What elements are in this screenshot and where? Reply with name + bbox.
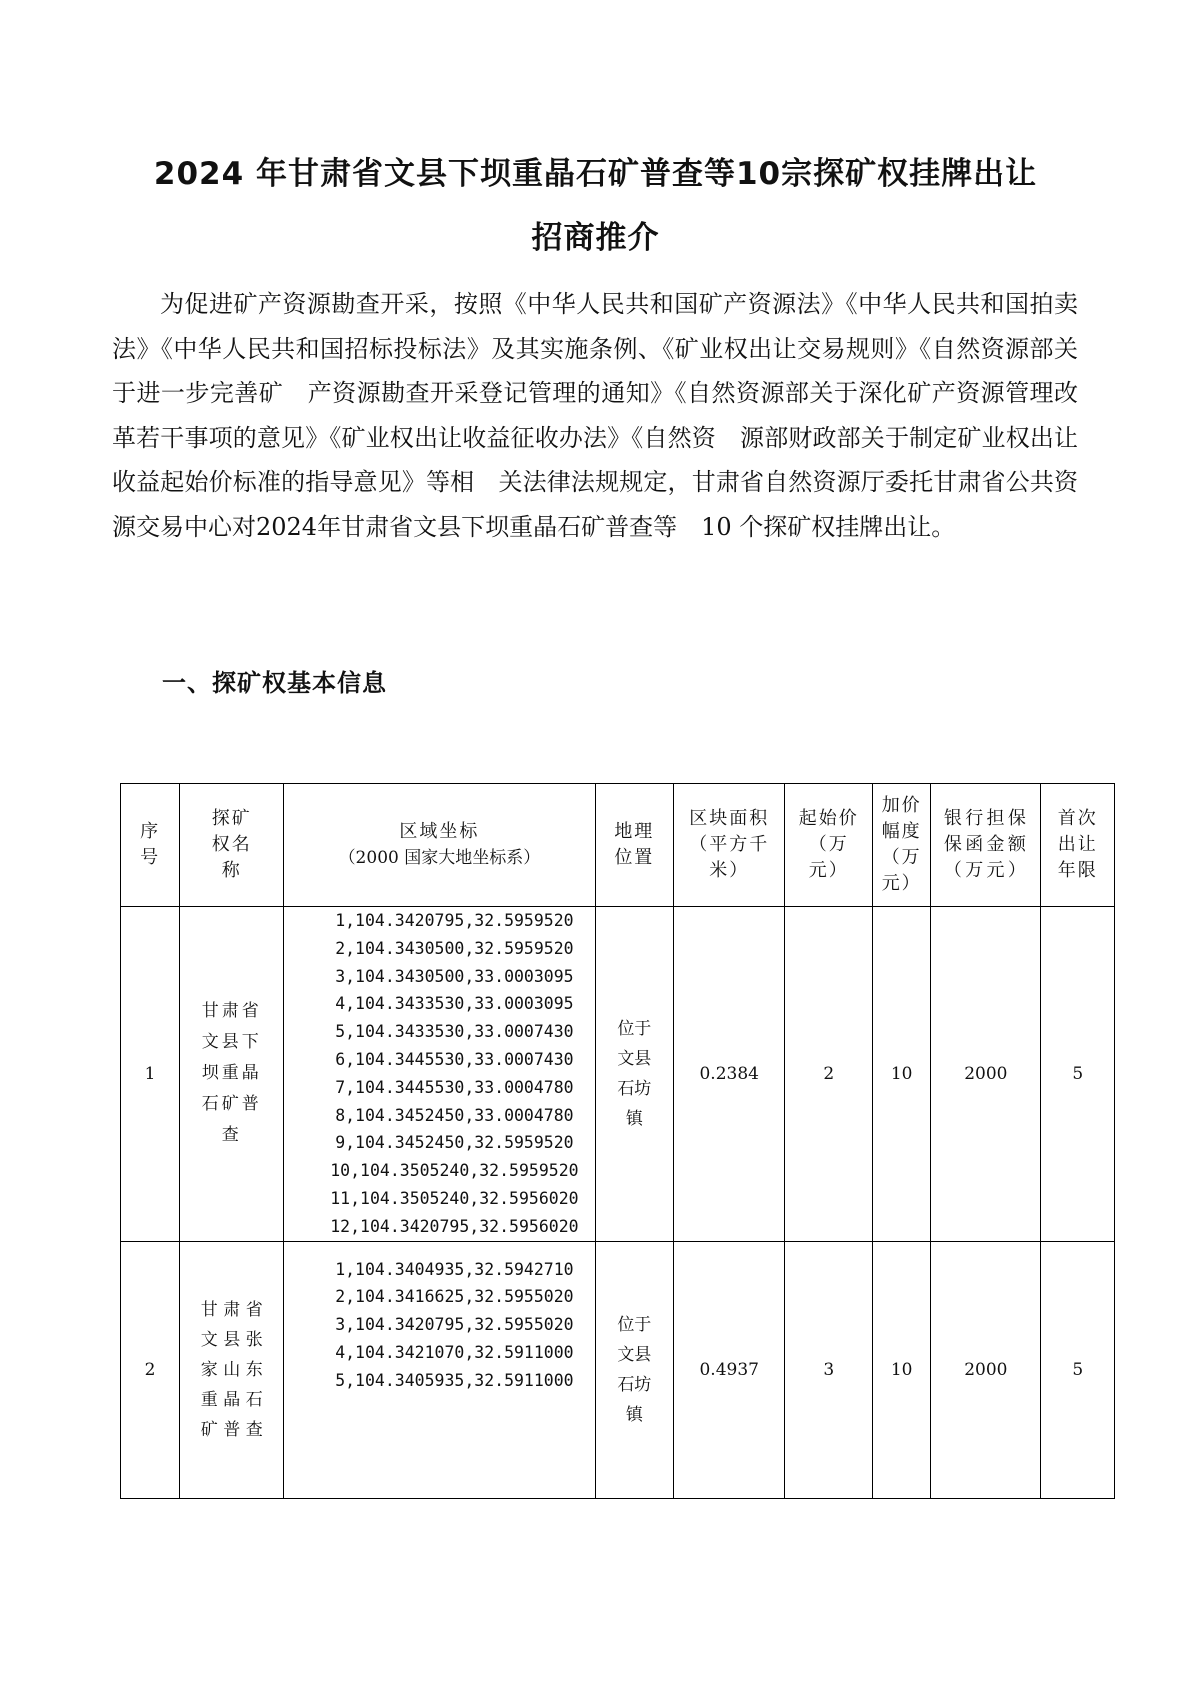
row-location: 位于文县石坊镇 bbox=[595, 1241, 674, 1498]
row-coords bbox=[284, 1241, 595, 1498]
coord-point: 3,104.3420795,32.5955020 bbox=[335, 1315, 574, 1335]
header-guarantee: 银行担保保函金额（万元） bbox=[931, 784, 1041, 907]
section-heading: 一、探矿权基本信息 bbox=[162, 669, 387, 697]
header-area: 区块面积（平方千米） bbox=[674, 784, 785, 907]
row-index: 2 bbox=[121, 1241, 180, 1498]
coord-point: 3,104.3430500,33.0003095 bbox=[335, 966, 574, 986]
header-location: 地理位置 bbox=[595, 784, 674, 907]
document-title-line-2: 招商推介 bbox=[531, 220, 660, 256]
coord-point: 7,104.3445530,33.0004780 bbox=[335, 1077, 574, 1097]
intro-paragraph: 为促进矿产资源勘查开采，按照《中华人民共和国矿产资源法》《中华人民共和国拍卖法》《中华人民共和国招标投标法》及其实施条例、《矿业权出让交易规则》《自然资源部关于进一步完善矿 产资源勘查开采登记管理的通知》《自然资源部关于深化矿产资源管理改革若干事项的意见》《矿业权出让收益征收办法》《自然资 源部财政部关于制定矿业权出让收益起始价标准的指导意见》等相 关法律法规规定，甘肃省自然资源厅委托甘肃省公共资源交易中心对2024年甘肃省文县下坝重晶石矿普查等 10 个探矿权挂牌出让。 bbox=[112, 290, 1078, 541]
document-title-line-1: 2024 年甘肃省文县下坝重晶石矿普查等10宗探矿权挂牌出让 bbox=[153, 156, 1038, 192]
coord-point: 11,104.3505240,32.5956020 bbox=[330, 1188, 579, 1208]
header-name: 探矿权名称 bbox=[180, 784, 284, 907]
exploration-rights-table bbox=[120, 783, 1115, 1499]
row-guarantee: 2000 bbox=[931, 1241, 1041, 1498]
coord-point: 2,104.3416625,32.5955020 bbox=[335, 1287, 574, 1307]
row-term: 5 bbox=[1041, 907, 1115, 1242]
row-increment: 10 bbox=[873, 907, 931, 1242]
table-row bbox=[121, 907, 1115, 1242]
header-coords bbox=[284, 784, 595, 907]
header-coords-title: 区域坐标 bbox=[399, 821, 480, 842]
coord-point: 10,104.3505240,32.5959520 bbox=[330, 1161, 579, 1181]
coord-point: 1,104.3404935,32.5942710 bbox=[335, 1259, 574, 1279]
coord-point: 5,104.3433530,33.0007430 bbox=[335, 1022, 574, 1042]
coord-point: 4,104.3421070,32.5911000 bbox=[335, 1342, 574, 1362]
row-guarantee: 2000 bbox=[931, 907, 1041, 1242]
row-area: 0.4937 bbox=[674, 1241, 785, 1498]
coord-point: 4,104.3433530,33.0003095 bbox=[335, 994, 574, 1014]
coord-point: 2,104.3430500,32.5959520 bbox=[335, 938, 574, 958]
table-row bbox=[121, 1241, 1115, 1498]
table-header-row bbox=[121, 784, 1115, 907]
row-area: 0.2384 bbox=[674, 907, 785, 1242]
coord-point: 5,104.3405935,32.5911000 bbox=[335, 1370, 574, 1390]
coord-point: 8,104.3452450,33.0004780 bbox=[335, 1105, 574, 1125]
coord-point: 9,104.3452450,32.5959520 bbox=[335, 1133, 574, 1153]
header-coords-subtitle: （2000 国家大地坐标系） bbox=[338, 848, 541, 868]
coord-point: 12,104.3420795,32.5956020 bbox=[330, 1216, 579, 1236]
row-name: 甘肃省文县张家山东重晶石矿普查 bbox=[180, 1241, 284, 1498]
row-start-price: 3 bbox=[785, 1241, 873, 1498]
row-name: 甘肃省文县下坝重晶石矿普查 bbox=[180, 907, 284, 1242]
row-term: 5 bbox=[1041, 1241, 1115, 1498]
row-coords bbox=[284, 907, 595, 1242]
header-term: 首次出让年限 bbox=[1041, 784, 1115, 907]
coord-point: 1,104.3420795,32.5959520 bbox=[335, 911, 574, 930]
header-index: 序号 bbox=[121, 784, 180, 907]
coord-point: 6,104.3445530,33.0007430 bbox=[335, 1049, 574, 1069]
row-increment: 10 bbox=[873, 1241, 931, 1498]
row-index: 1 bbox=[121, 907, 180, 1242]
header-increment: 加价幅度（万元） bbox=[873, 784, 931, 907]
row-start-price: 2 bbox=[785, 907, 873, 1242]
header-start-price: 起始价（万元） bbox=[785, 784, 873, 907]
row-location: 位于文县石坊镇 bbox=[595, 907, 674, 1242]
